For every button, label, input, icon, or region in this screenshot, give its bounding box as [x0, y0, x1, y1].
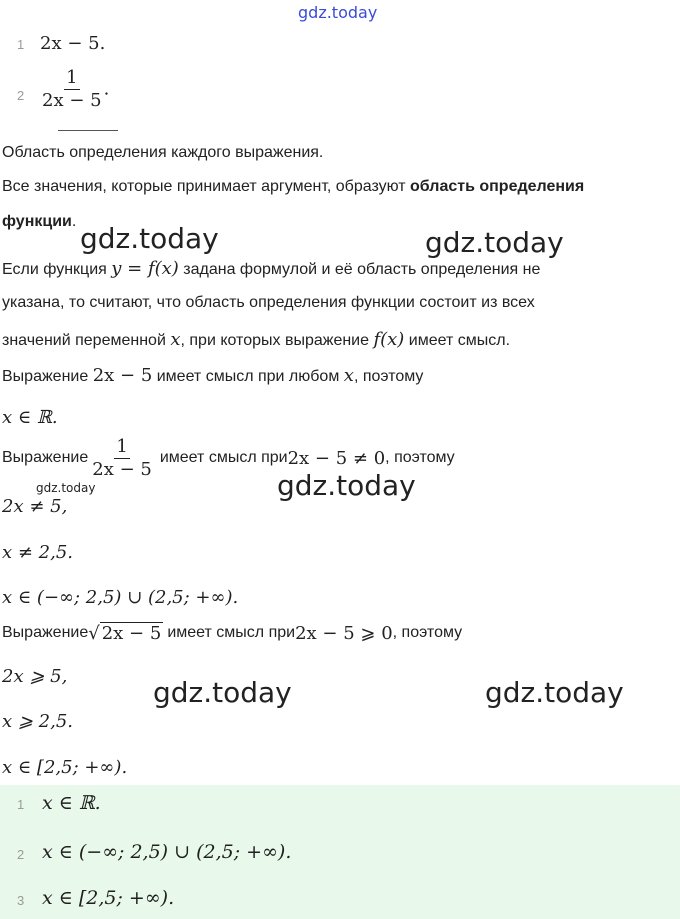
text: Если функция	[2, 261, 112, 278]
watermark: gdz.today	[485, 676, 624, 709]
math-inline: 2x − 5 ≠ 0	[287, 447, 386, 469]
paragraph-line: указана, то считают, что область определения функции состоит из всех	[2, 294, 535, 311]
math-inline: x	[170, 329, 181, 350]
answer-number: 3	[17, 893, 25, 908]
watermark: gdz.today	[153, 676, 292, 709]
watermark-small: gdz.today	[36, 481, 96, 495]
text: Выражение	[2, 624, 89, 641]
text: , поэтому	[385, 449, 455, 466]
math-step: x ∈ [2,5; +∞).	[2, 757, 128, 778]
paragraph-line	[2, 178, 584, 196]
fraction-denominator: 2x − 5	[92, 458, 152, 480]
fraction-numerator: 1	[66, 67, 78, 88]
watermark: gdz.today	[425, 226, 564, 259]
math-step: 2x ⩾ 5,	[2, 666, 68, 687]
math-inline: f(x)	[373, 329, 405, 350]
text: Все значения, которые принимает аргумент, образуют	[2, 178, 411, 195]
list-number: 1	[17, 37, 25, 52]
math-step: 2x ≠ 5,	[2, 496, 68, 517]
math-inline: 2x − 5 ⩾ 0	[295, 622, 393, 644]
sqrt-expression	[88, 622, 163, 644]
text: , поэтому	[392, 624, 463, 641]
section-title: Область определения каждого выражения.	[2, 144, 324, 161]
math-step: x ∈ (−∞; 2,5) ∪ (2,5; +∞).	[2, 587, 239, 608]
paragraph-line	[2, 365, 423, 386]
watermark: gdz.today	[80, 222, 219, 255]
answer-item: x ∈ [2,5; +∞).	[42, 887, 175, 909]
bold-term: область определения	[410, 178, 585, 195]
paragraph-line	[2, 329, 510, 350]
list-fraction	[40, 68, 109, 111]
radical-sign: √	[88, 622, 100, 644]
text: значений переменной	[2, 332, 171, 349]
watermark-top: gdz.today	[298, 3, 378, 22]
math-inline: y = f(x)	[111, 258, 179, 279]
text: имеет смысл при	[159, 449, 288, 466]
text: задана формулой и её область определения не	[178, 261, 541, 278]
paragraph-line	[2, 622, 462, 644]
text: , поэтому	[353, 368, 424, 385]
math-step: x ⩾ 2,5.	[2, 711, 74, 732]
radicand: 2x − 5	[101, 623, 162, 644]
text: имеет смысл.	[404, 332, 511, 349]
paragraph-line	[2, 213, 76, 231]
answer-number: 2	[17, 847, 25, 862]
text: .	[71, 213, 77, 230]
bold-term: функции	[2, 213, 72, 230]
text: Выражение	[2, 368, 93, 385]
answer-number: 1	[17, 797, 25, 812]
fraction-denominator: 2x − 5	[42, 89, 102, 111]
math-step: x ≠ 2,5.	[2, 542, 74, 563]
paragraph-line	[2, 258, 540, 279]
text: имеет смысл при любом	[152, 368, 344, 385]
math-inline: x	[343, 365, 354, 386]
paragraph-line	[2, 432, 455, 484]
answer-item: x ∈ (−∞; 2,5) ∪ (2,5; +∞).	[42, 841, 292, 863]
text: имеет смысл при	[167, 624, 296, 641]
list-number: 2	[17, 88, 25, 103]
fraction-numerator: 1	[116, 435, 128, 457]
answer-item: x ∈ ℝ.	[42, 792, 101, 814]
fraction-suffix: .	[103, 78, 110, 100]
math-inline: 2x − 5	[92, 365, 153, 386]
watermark: gdz.today	[277, 469, 416, 502]
math-result: x ∈ ℝ.	[2, 407, 58, 428]
list-expression: 2x − 5.	[40, 33, 106, 54]
text: , при которых выражение	[180, 332, 374, 349]
text: Выражение	[2, 449, 89, 466]
divider	[58, 130, 118, 131]
